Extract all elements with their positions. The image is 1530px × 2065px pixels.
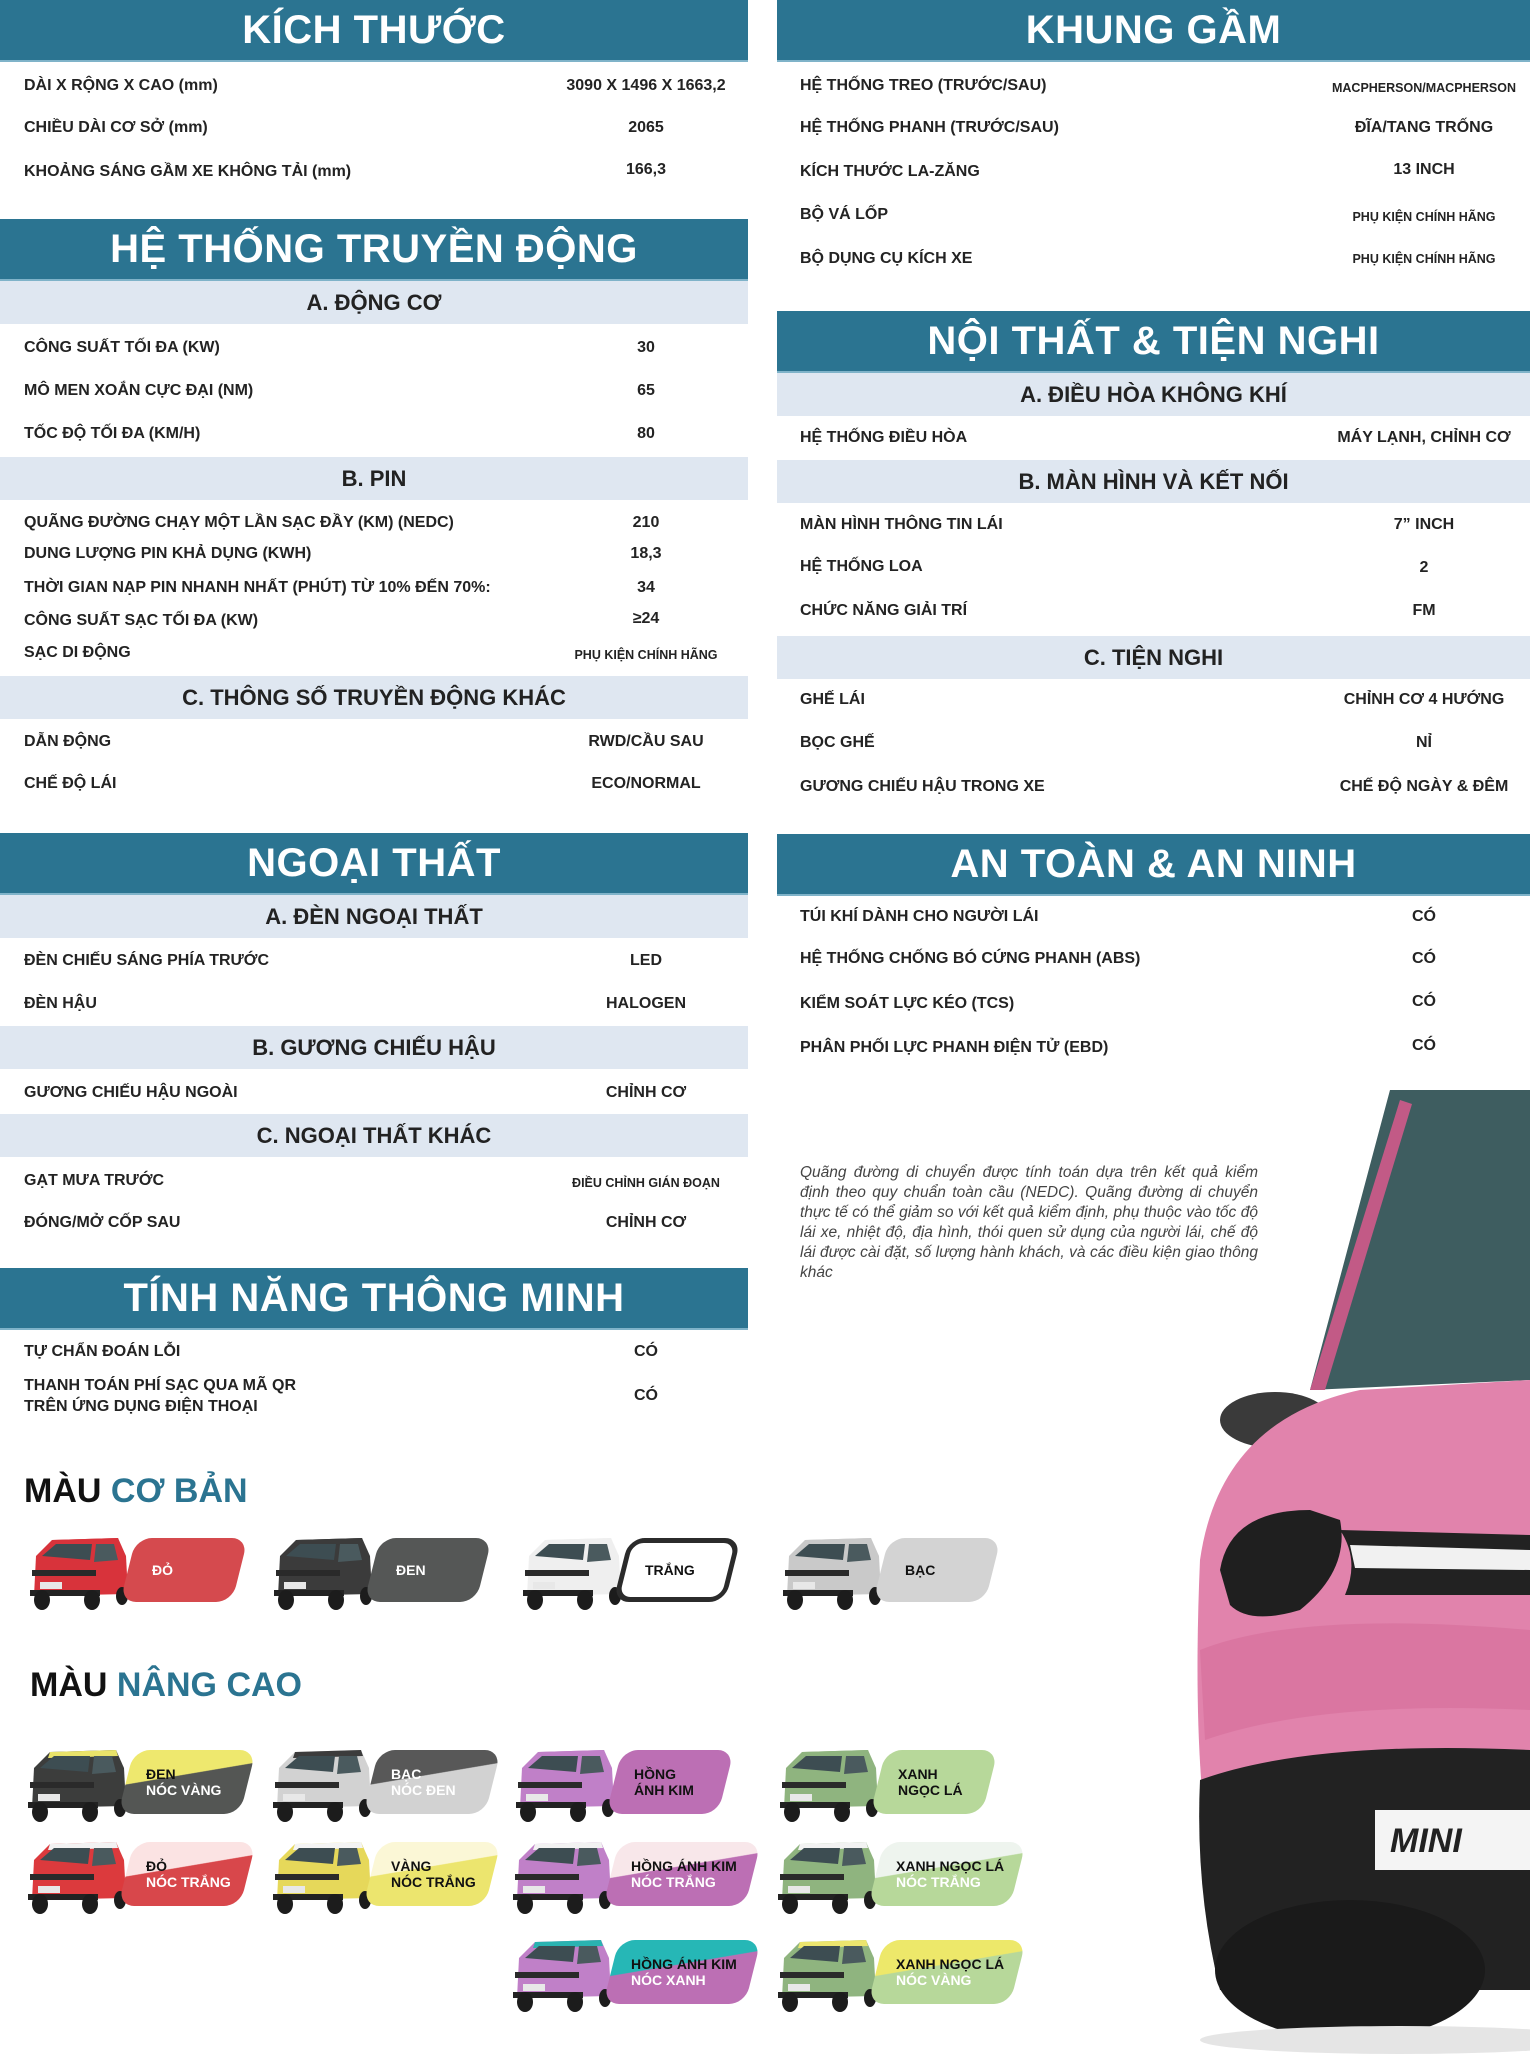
section-header-thong-minh xyxy=(0,1268,748,1330)
color-swatch[interactable] xyxy=(266,1532,496,1612)
spec-value: FM xyxy=(1412,602,1436,619)
color-swatch[interactable] xyxy=(20,1744,262,1824)
car-thumbnail xyxy=(20,1748,132,1824)
subheader-den-ngoai-that xyxy=(0,895,748,938)
color-name xyxy=(878,1940,1004,2004)
spec-value: 80 xyxy=(637,425,655,442)
spec-value: RWD/CẦU SAU xyxy=(588,733,704,750)
spec-value: 34 xyxy=(637,579,655,596)
spec-value: ĐIỀU CHỈNH GIÁN ĐOẠN xyxy=(572,1176,720,1190)
spec-value: 3090 X 1496 X 1663,2 xyxy=(566,77,726,94)
spec-value: ECO/NORMAL xyxy=(591,775,701,792)
color-name xyxy=(128,1750,221,1814)
color-name xyxy=(613,1842,737,1906)
color-name: ĐỎ xyxy=(152,1562,173,1578)
title-accent: CƠ BẢN xyxy=(110,1472,248,1510)
color-name-line2: NÓC TRẮNG xyxy=(391,1874,476,1890)
color-name xyxy=(616,1750,694,1814)
car-thumbnail xyxy=(772,1748,884,1824)
color-name-line1: BẠC xyxy=(391,1766,422,1782)
subsection-title: B. MÀN HÌNH VÀ KẾT NỐI xyxy=(1018,468,1289,494)
hero-car-image xyxy=(1160,1090,1530,2065)
colors-basic-title xyxy=(24,1472,248,1511)
color-swatch[interactable] xyxy=(505,1934,767,2014)
color-name-line1: ĐỎ xyxy=(146,1858,167,1874)
footnote: Quãng đường di chuyển được tính toán dựa trên kết quả kiểm định theo quy chuẩn toàn cầu (NEDC). Quãng đường di chuyển thực tế có thể giảm so với kết quả kiểm định, phụ thuộc vào tốc độ lái xe, nhiệt độ, địa hình, thói quen sử dụng của người lái, chế độ lái được cài đặt, số lượng hành khách, và các điều kiện giao thông khác xyxy=(800,1164,1258,1281)
car-thumbnail xyxy=(505,1938,617,2014)
car-thumbnail xyxy=(515,1536,627,1612)
spec-label: ĐÓNG/MỞ CỐP SAU xyxy=(24,1214,181,1231)
spec-value: MACPHERSON/MACPHERSON xyxy=(1331,81,1517,95)
spec-label: HỆ THỐNG CHỐNG BÓ CỨNG PHANH (ABS) xyxy=(800,950,1141,967)
spec-value: 30 xyxy=(637,339,655,356)
color-swatch[interactable] xyxy=(770,1934,1032,2014)
spec-label: THỜI GIAN NẠP PIN NHANH NHẤT (PHÚT) TỪ 10% ĐẾN 70%: xyxy=(24,579,491,596)
colors-advanced-title xyxy=(30,1666,302,1705)
spec-value: CHỈNH CƠ 4 HƯỚNG xyxy=(1343,691,1505,708)
color-name-line2: NÓC TRẮNG xyxy=(896,1874,981,1890)
subsection-title: C. TIỆN NGHI xyxy=(1083,644,1224,670)
subsection-title: C. THÔNG SỐ TRUYỀN ĐỘNG KHÁC xyxy=(182,684,566,710)
spec-value: ≥24 xyxy=(632,610,660,627)
spec-label: TỐC ĐỘ TỐI ĐA (KM/H) xyxy=(24,425,201,442)
car-thumbnail xyxy=(770,1938,882,2014)
spec-label: HỆ THỐNG LOA xyxy=(800,558,923,575)
spec-value: 2065 xyxy=(628,119,664,136)
spec-label: DÀI X RỘNG X CAO (mm) xyxy=(24,77,218,94)
spec-value: 18,3 xyxy=(630,545,662,562)
spec-label-line1: THANH TOÁN PHÍ SẠC QUA MÃ QR xyxy=(24,1377,296,1394)
spec-label: KÍCH THƯỚC LA-ZĂNG xyxy=(800,163,980,180)
spec-label: HỆ THỐNG ĐIỀU HÒA xyxy=(800,429,968,446)
subheader-ngoai-that-khac xyxy=(0,1114,748,1157)
section-title: KHUNG GẦM xyxy=(1025,7,1282,52)
spec-value: CÓ xyxy=(1412,1037,1436,1054)
spec-value: NỈ xyxy=(1416,734,1432,751)
color-name-line1: XANH NGỌC LÁ xyxy=(896,1956,1005,1972)
car-thumbnail xyxy=(508,1748,620,1824)
hero-car-wheel xyxy=(1215,1900,1485,2040)
title-black: MÀU xyxy=(30,1666,108,1704)
spec-label: KIỂM SOÁT LỰC KÉO (TCS) xyxy=(800,995,1015,1012)
spec-label: CHẾ ĐỘ LÁI xyxy=(24,775,117,792)
spec-label: MÀN HÌNH THÔNG TIN LÁI xyxy=(800,516,1003,533)
subsection-title: B. GƯƠNG CHIẾU HẬU xyxy=(252,1034,496,1060)
spec-label: CÔNG SUẤT SẠC TỐI ĐA (KW) xyxy=(24,612,259,629)
color-name-line2: NÓC TRẮNG xyxy=(631,1874,716,1890)
section-header-truyen-dong xyxy=(0,219,748,281)
color-name-line2: ÁNH KIM xyxy=(634,1782,694,1798)
spec-value: 210 xyxy=(632,514,660,531)
subsection-title: C. NGOẠI THẤT KHÁC xyxy=(256,1122,492,1148)
color-swatch[interactable] xyxy=(22,1532,252,1612)
color-name: TRẮNG xyxy=(645,1562,695,1578)
spec-label: GẠT MƯA TRƯỚC xyxy=(24,1172,165,1189)
spec-label: SẠC DI ĐỘNG xyxy=(24,644,131,661)
section-title: HỆ THỐNG TRUYỀN ĐỘNG xyxy=(110,226,638,271)
color-name xyxy=(880,1750,963,1814)
subsection-title: A. ĐÈN NGOẠI THẤT xyxy=(265,903,483,929)
car-thumbnail xyxy=(22,1536,134,1612)
color-name-line1: HỒNG xyxy=(634,1766,676,1782)
spec-label: TỰ CHẨN ĐOÁN LỖI xyxy=(24,1343,181,1360)
section-title: TÍNH NĂNG THÔNG MINH xyxy=(123,1275,625,1320)
spec-label: CHỨC NĂNG GIẢI TRÍ xyxy=(800,602,968,619)
section-header-noi-that xyxy=(777,311,1530,373)
spec-value: CHẾ ĐỘ NGÀY & ĐÊM xyxy=(1339,778,1509,795)
color-swatch[interactable] xyxy=(772,1744,1004,1824)
color-name xyxy=(613,1940,737,2004)
color-name xyxy=(878,1842,1004,1906)
title-accent: NÂNG CAO xyxy=(116,1666,302,1704)
spec-value: 7” INCH xyxy=(1393,516,1455,533)
spec-label: HỆ THỐNG TREO (TRƯỚC/SAU) xyxy=(800,77,1047,94)
spec-label: BỌC GHẾ xyxy=(800,734,875,751)
subheader-tien-nghi xyxy=(777,636,1530,679)
spec-value: PHỤ KIỆN CHÍNH HÃNG xyxy=(574,648,718,662)
color-name-line1: VÀNG xyxy=(391,1858,432,1874)
color-name: BẠC xyxy=(905,1562,936,1578)
section-title: AN TOÀN & AN NINH xyxy=(950,841,1357,886)
spec-value: LED xyxy=(630,952,662,969)
spec-label: QUÃNG ĐƯỜNG CHẠY MỘT LẦN SẠC ĐẦY (KM) (NEDC) xyxy=(24,514,454,531)
title-black: MÀU xyxy=(24,1472,102,1510)
spec-label: KHOẢNG SÁNG GẦM XE KHÔNG TẢI (mm) xyxy=(24,163,352,180)
section-header-an-toan xyxy=(777,834,1530,896)
spec-label: GƯƠNG CHIẾU HẬU NGOÀI xyxy=(24,1084,238,1101)
car-thumbnail xyxy=(770,1840,882,1916)
section-title: NỘI THẤT & TIỆN NGHI xyxy=(927,318,1380,363)
subheader-dong-co xyxy=(0,281,748,324)
hero-car-shadow xyxy=(1200,2026,1530,2054)
color-swatch[interactable] xyxy=(508,1744,740,1824)
spec-value: CÓ xyxy=(1412,908,1436,925)
subheader-man-hinh xyxy=(777,460,1530,503)
car-thumbnail xyxy=(505,1840,617,1916)
spec-value: 13 INCH xyxy=(1393,161,1455,178)
subsection-title: B. PIN xyxy=(341,465,407,491)
color-name-line2: NÓC XANH xyxy=(631,1972,706,1988)
spec-label: DUNG LƯỢNG PIN KHẢ DỤNG (KWH) xyxy=(24,545,312,562)
color-name-line2: NÓC VÀNG xyxy=(146,1782,222,1798)
spec-value: CÓ xyxy=(634,1387,658,1404)
color-name-line1: HỒNG ÁNH KIM xyxy=(631,1858,737,1874)
spec-label: ĐÈN CHIẾU SÁNG PHÍA TRƯỚC xyxy=(24,952,270,969)
spec-label-line2: TRÊN ỨNG DỤNG ĐIỆN THOẠI xyxy=(24,1398,258,1415)
section-title: NGOẠI THẤT xyxy=(247,840,501,885)
section-header-ngoai-that xyxy=(0,833,748,895)
color-name xyxy=(128,1842,231,1906)
spec-label: CHIỀU DÀI CƠ SỞ (mm) xyxy=(24,119,208,136)
spec-value: CHỈNH CƠ xyxy=(605,1214,687,1231)
spec-label: BỘ DỤNG CỤ KÍCH XE xyxy=(800,250,973,267)
color-name-line2: NÓC VÀNG xyxy=(896,1972,972,1988)
hero-car-windshield xyxy=(1310,1090,1530,1390)
spec-value: ĐĨA/TANG TRỐNG xyxy=(1354,119,1494,136)
color-swatch[interactable] xyxy=(775,1532,1005,1612)
spec-value: CÓ xyxy=(634,1343,658,1360)
spec-value: CÓ xyxy=(1412,950,1436,967)
spec-value: HALOGEN xyxy=(606,995,686,1012)
color-name-line2: NGỌC LÁ xyxy=(898,1782,963,1798)
spec-label: GƯƠNG CHIẾU HẬU TRONG XE xyxy=(800,778,1045,795)
subsection-title: A. ĐIỀU HÒA KHÔNG KHÍ xyxy=(1020,381,1287,407)
subsection-title: A. ĐỘNG CƠ xyxy=(306,289,442,315)
subheader-pin xyxy=(0,457,748,500)
color-swatch[interactable] xyxy=(20,1836,262,1916)
color-name-line1: HỒNG ÁNH KIM xyxy=(631,1956,737,1972)
spec-value: 2 xyxy=(1419,559,1429,576)
spec-value: MÁY LẠNH, CHỈNH CƠ xyxy=(1337,429,1511,446)
spec-value: CÓ xyxy=(1412,993,1436,1010)
car-thumbnail xyxy=(775,1536,887,1612)
spec-label: ĐÈN HẬU xyxy=(24,995,97,1012)
color-swatch[interactable] xyxy=(265,1836,507,1916)
section-header-kich-thuoc xyxy=(0,0,748,62)
spec-value: 65 xyxy=(637,382,655,399)
section-title: KÍCH THƯỚC xyxy=(242,7,506,52)
color-name: ĐEN xyxy=(396,1562,426,1578)
spec-label: PHÂN PHỐI LỰC PHANH ĐIỆN TỬ (EBD) xyxy=(800,1039,1109,1056)
spec-value: PHỤ KIỆN CHÍNH HÃNG xyxy=(1352,210,1496,224)
color-name-line1: XANH xyxy=(898,1766,938,1782)
subheader-dieu-hoa xyxy=(777,373,1530,416)
spec-value: 166,3 xyxy=(625,161,667,178)
spec-label: TÚI KHÍ DÀNH CHO NGƯỜI LÁI xyxy=(800,908,1039,925)
car-thumbnail xyxy=(265,1748,377,1824)
color-name xyxy=(373,1842,476,1906)
subheader-guong-chieu-hau xyxy=(0,1026,748,1069)
color-name xyxy=(373,1750,456,1814)
car-thumbnail xyxy=(20,1840,132,1916)
color-name-line2: NÓC TRẮNG xyxy=(146,1874,231,1890)
spec-label: GHẾ LÁI xyxy=(800,691,865,708)
car-thumbnail xyxy=(265,1840,377,1916)
color-name-line2: NÓC ĐEN xyxy=(391,1782,456,1798)
color-swatch[interactable] xyxy=(770,1836,1032,1916)
spec-value: PHỤ KIỆN CHÍNH HÃNG xyxy=(1352,252,1496,266)
color-name-line1: ĐEN xyxy=(146,1766,176,1782)
spec-label: DẪN ĐỘNG xyxy=(24,733,112,750)
spec-label: HỆ THỐNG PHANH (TRƯỚC/SAU) xyxy=(800,119,1059,136)
spec-label: MÔ MEN XOẮN CỰC ĐẠI (NM) xyxy=(24,382,254,399)
subheader-truyen-dong-khac xyxy=(0,676,748,719)
spec-label: BỘ VÁ LỐP xyxy=(800,206,889,223)
color-name-line1: XANH NGỌC LÁ xyxy=(896,1858,1005,1874)
color-swatch[interactable] xyxy=(265,1744,507,1824)
spec-value: CHỈNH CƠ xyxy=(605,1084,687,1101)
section-header-khung-gam xyxy=(777,0,1530,62)
color-swatch[interactable] xyxy=(505,1836,767,1916)
color-swatch[interactable] xyxy=(515,1532,745,1612)
hero-car-plate-text: MINI xyxy=(1390,1822,1462,1860)
spec-label: CÔNG SUẤT TỐI ĐA (KW) xyxy=(24,339,220,356)
car-thumbnail xyxy=(266,1536,378,1612)
